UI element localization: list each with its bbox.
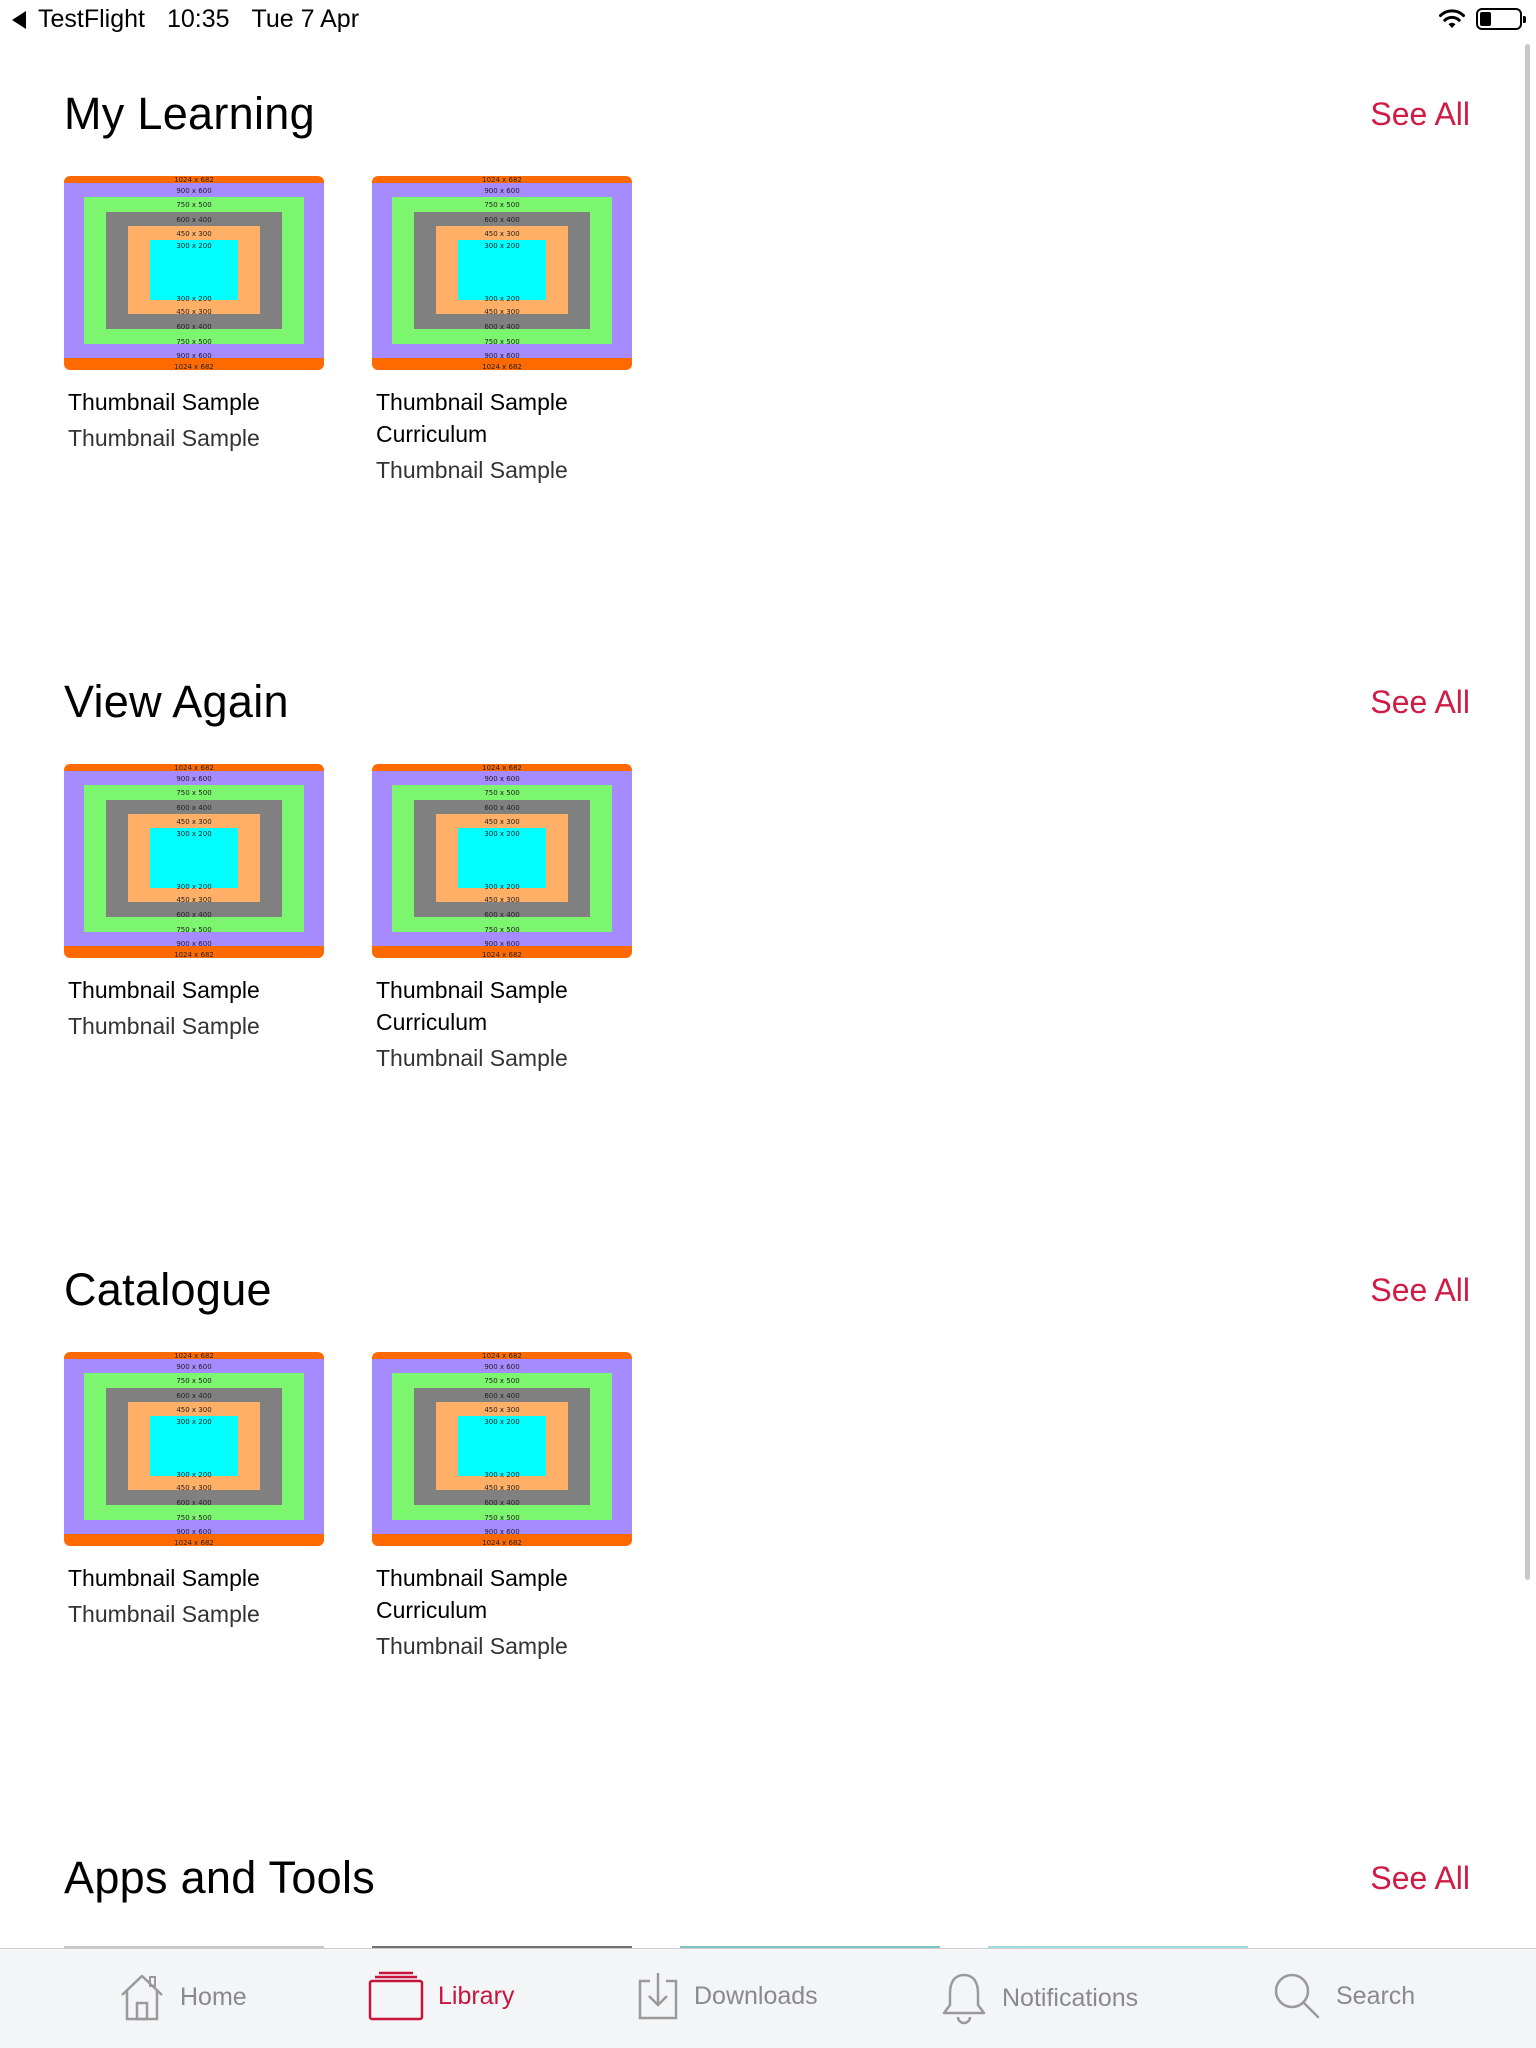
thumbnail-dimension-label: 900 x 600 [484, 940, 520, 948]
status-date: Tue 7 Apr [251, 5, 360, 33]
tab-label: Downloads [694, 1981, 818, 2010]
thumbnail-dimension-label: 1024 x 682 [174, 363, 214, 370]
thumbnail-dimension-label: 450 x 300 [176, 896, 212, 904]
thumbnail-dimension-label: 300 x 200 [176, 295, 212, 303]
thumbnail-dimension-label: 450 x 300 [176, 1406, 212, 1414]
back-arrow-icon [12, 11, 26, 29]
thumbnail-dimension-label: 750 x 500 [176, 338, 212, 346]
tab-search[interactable] [1272, 1971, 1415, 2021]
thumbnail-dimension-label: 750 x 500 [484, 1514, 520, 1522]
thumbnail-image [372, 764, 632, 958]
see-all-link[interactable]: See All [1370, 96, 1470, 132]
tab-label: Notifications [1002, 1983, 1139, 2012]
section-title: View Again [64, 676, 289, 727]
battery-icon [1476, 8, 1522, 30]
thumbnail-dimension-label: 600 x 400 [176, 216, 212, 224]
card-subtitle: Thumbnail Sample [376, 1045, 568, 1071]
thumbnail-dimension-label: 1024 x 682 [174, 764, 214, 772]
thumbnail-dimension-label: 600 x 400 [176, 911, 212, 919]
thumbnail-dimension-label: 750 x 500 [484, 201, 520, 209]
course-card[interactable] [372, 1352, 632, 1662]
thumbnail-dimension-label: 450 x 300 [484, 230, 520, 238]
thumbnail-dimension-label: 300 x 200 [176, 830, 212, 838]
tab-notifications[interactable] [940, 1971, 1138, 2025]
thumbnail-dimension-label: 750 x 500 [176, 1377, 212, 1385]
see-all-link[interactable]: See All [1370, 1272, 1470, 1308]
thumbnail-dimension-label: 300 x 200 [484, 242, 520, 250]
course-card[interactable] [64, 764, 324, 1074]
course-card[interactable] [372, 764, 632, 1074]
thumbnail-dimension-label: 300 x 200 [176, 242, 212, 250]
course-card[interactable] [372, 176, 632, 486]
status-time: 10:35 [166, 5, 230, 33]
card-subtitle: Thumbnail Sample [68, 1601, 260, 1627]
thumbnail-dimension-label: 300 x 200 [176, 1471, 212, 1479]
search-icon [1272, 1971, 1322, 2021]
status-bar [0, 0, 1536, 40]
scroll-indicator[interactable] [1525, 44, 1530, 1580]
thumbnail-dimension-label: 750 x 500 [176, 1514, 212, 1522]
thumbnail-image [64, 1352, 324, 1546]
back-to-app[interactable] [12, 5, 359, 34]
thumbnail-dimension-label: 900 x 600 [484, 775, 520, 783]
thumbnail-dimension-label: 1024 x 682 [174, 1539, 214, 1546]
thumbnail-dimension-label: 750 x 500 [484, 1377, 520, 1385]
thumbnail-dimension-label: 900 x 600 [176, 352, 212, 360]
thumbnail-dimension-label: 600 x 400 [176, 804, 212, 812]
thumbnail-dimension-label: 450 x 300 [176, 230, 212, 238]
thumbnail-dimension-label: 300 x 200 [176, 1418, 212, 1426]
card-list [64, 176, 632, 486]
thumbnail-dimension-label: 750 x 500 [484, 926, 520, 934]
section-title: My Learning [64, 88, 315, 139]
card-title: Thumbnail Sample [68, 1565, 260, 1591]
thumbnail-dimension-label: 1024 x 682 [482, 176, 522, 184]
thumbnail-dimension-label: 600 x 400 [176, 1392, 212, 1400]
card-subtitle: Thumbnail Sample [68, 1013, 260, 1039]
status-indicators [1438, 8, 1522, 30]
thumbnail-dimension-label: 450 x 300 [176, 308, 212, 316]
thumbnail-dimension-label: 900 x 600 [484, 352, 520, 360]
thumbnail-dimension-label: 1024 x 682 [482, 1539, 522, 1546]
thumbnail-dimension-label: 1024 x 682 [482, 1352, 522, 1360]
section-title: Apps and Tools [64, 1852, 376, 1903]
see-all-link[interactable]: See All [1370, 1860, 1470, 1896]
thumbnail-dimension-label: 600 x 400 [484, 1392, 520, 1400]
thumbnail-dimension-label: 900 x 600 [176, 775, 212, 783]
thumbnail-dimension-label: 450 x 300 [484, 1406, 520, 1414]
thumbnail-dimension-label: 750 x 500 [176, 201, 212, 209]
thumbnail-dimension-label: 1024 x 682 [482, 951, 522, 958]
thumbnail-dimension-label: 600 x 400 [484, 804, 520, 812]
section-title: Catalogue [64, 1264, 272, 1315]
thumbnail-dimension-label: 1024 x 682 [174, 951, 214, 958]
card-title: Thumbnail Sample [68, 977, 260, 1003]
notifications-icon [940, 1971, 988, 2025]
thumbnail-dimension-label: 450 x 300 [484, 1484, 520, 1492]
tab-bar [0, 1948, 1536, 2048]
thumbnail-image [372, 176, 632, 370]
thumbnail-dimension-label: 1024 x 682 [482, 363, 522, 370]
course-card[interactable] [64, 1352, 324, 1662]
thumbnail-dimension-label: 1024 x 682 [174, 176, 214, 184]
thumbnail-dimension-label: 450 x 300 [484, 896, 520, 904]
thumbnail-dimension-label: 1024 x 682 [174, 1352, 214, 1360]
thumbnail-dimension-label: 900 x 600 [176, 940, 212, 948]
card-title: Thumbnail Sample Curriculum [376, 389, 568, 447]
thumbnail-dimension-label: 300 x 200 [484, 830, 520, 838]
back-app-label: TestFlight [38, 5, 145, 33]
card-subtitle: Thumbnail Sample [68, 425, 260, 451]
thumbnail-image [372, 1352, 632, 1546]
thumbnail-dimension-label: 750 x 500 [176, 926, 212, 934]
card-title: Thumbnail Sample Curriculum [376, 1565, 568, 1623]
card-title: Thumbnail Sample Curriculum [376, 977, 568, 1035]
thumbnail-dimension-label: 900 x 600 [484, 1528, 520, 1536]
card-title: Thumbnail Sample [68, 389, 260, 415]
thumbnail-dimension-label: 900 x 600 [484, 187, 520, 195]
tab-home[interactable] [118, 1971, 247, 2023]
tab-downloads[interactable] [636, 1971, 818, 2021]
thumbnail-image [64, 176, 324, 370]
thumbnail-dimension-label: 1024 x 682 [482, 764, 522, 772]
card-subtitle: Thumbnail Sample [376, 1633, 568, 1659]
tab-label: Search [1336, 1981, 1416, 2010]
card-list [64, 1352, 632, 1662]
card-list [64, 764, 632, 1074]
thumbnail-dimension-label: 300 x 200 [484, 883, 520, 891]
home-icon [118, 1971, 166, 2023]
thumbnail-dimension-label: 750 x 500 [484, 338, 520, 346]
thumbnail-dimension-label: 600 x 400 [484, 911, 520, 919]
see-all-link[interactable]: See All [1370, 684, 1470, 720]
thumbnail-dimension-label: 600 x 400 [176, 323, 212, 331]
wifi-icon [1438, 8, 1466, 30]
thumbnail-dimension-label: 900 x 600 [176, 187, 212, 195]
downloads-icon [636, 1971, 680, 2021]
thumbnail-dimension-label: 600 x 400 [484, 1499, 520, 1507]
thumbnail-dimension-label: 750 x 500 [176, 789, 212, 797]
thumbnail-dimension-label: 600 x 400 [176, 1499, 212, 1507]
thumbnail-dimension-label: 450 x 300 [176, 818, 212, 826]
thumbnail-dimension-label: 900 x 600 [484, 1363, 520, 1371]
course-card[interactable] [64, 176, 324, 486]
thumbnail-dimension-label: 300 x 200 [484, 295, 520, 303]
tab-label: Home [180, 1982, 247, 2011]
thumbnail-dimension-label: 450 x 300 [176, 1484, 212, 1492]
thumbnail-dimension-label: 450 x 300 [484, 818, 520, 826]
thumbnail-image [64, 764, 324, 958]
thumbnail-dimension-label: 900 x 600 [176, 1363, 212, 1371]
thumbnail-dimension-label: 300 x 200 [484, 1418, 520, 1426]
library-icon [368, 1971, 424, 2021]
thumbnail-dimension-label: 450 x 300 [484, 308, 520, 316]
card-subtitle: Thumbnail Sample [376, 457, 568, 483]
tab-label: Library [438, 1981, 515, 2010]
thumbnail-dimension-label: 750 x 500 [484, 789, 520, 797]
tab-library[interactable] [368, 1971, 514, 2021]
thumbnail-dimension-label: 300 x 200 [176, 883, 212, 891]
thumbnail-dimension-label: 300 x 200 [484, 1471, 520, 1479]
thumbnail-dimension-label: 600 x 400 [484, 216, 520, 224]
thumbnail-dimension-label: 600 x 400 [484, 323, 520, 331]
thumbnail-dimension-label: 900 x 600 [176, 1528, 212, 1536]
